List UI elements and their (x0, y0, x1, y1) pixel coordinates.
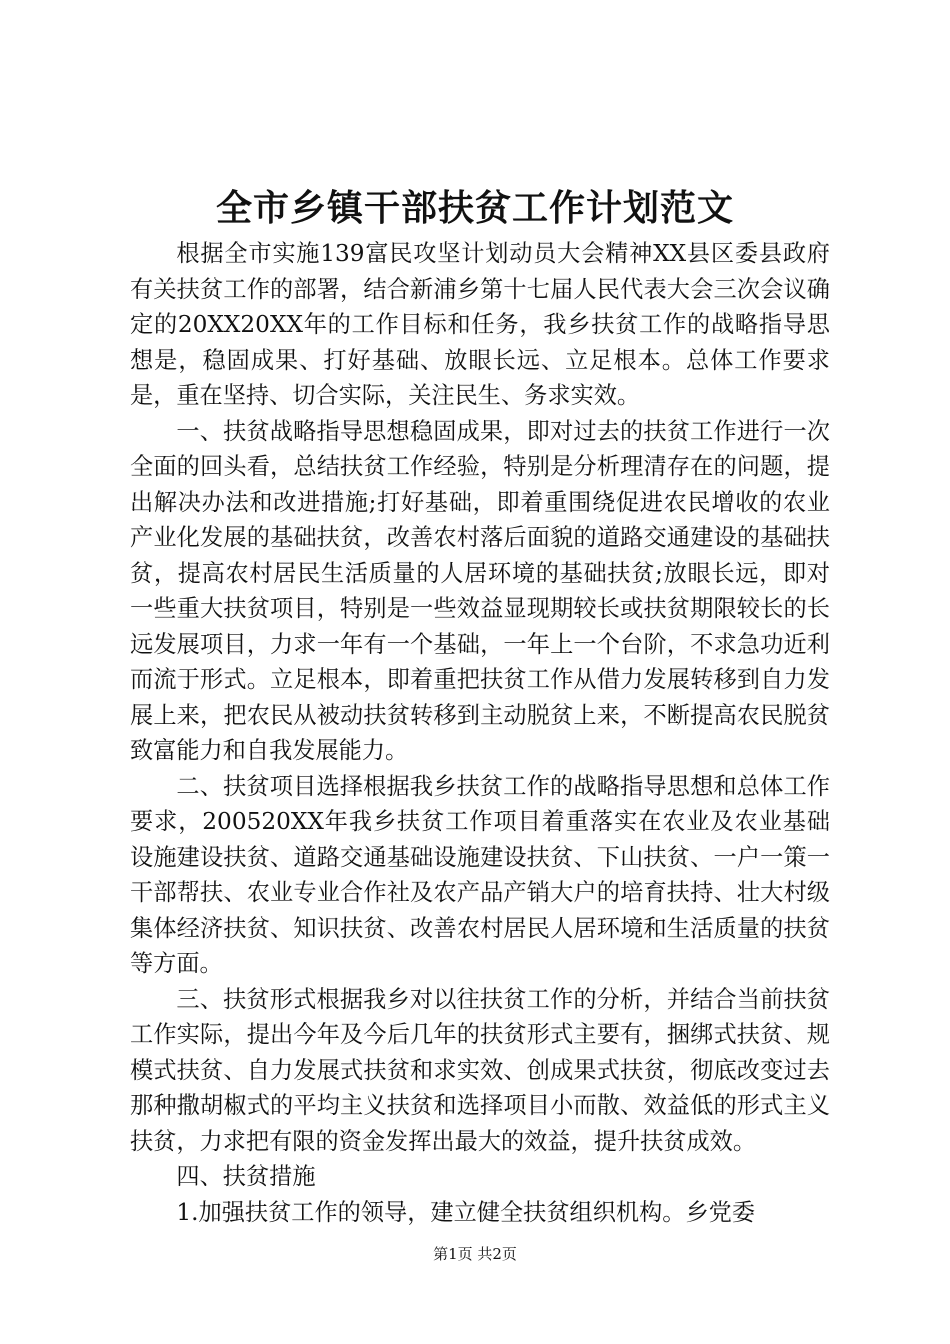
paragraph-section-2: 二、扶贫项目选择根据我乡扶贫工作的战略指导思想和总体工作要求，200520XX年我乡扶贫工作项目着重落实在农业及农业基础设施建设扶贫、道路交通基础设施建设扶贫、下山扶贫、一户一策一干部帮扶、农业专业合作社及农产品产销大户的培育扶持、壮大村级集体经济扶贫、知识扶贫、改善农村居民人居环境和生活质量的扶贫等方面。 (130, 772, 830, 977)
document-body (130, 236, 830, 1230)
paragraph-intro: 根据全市实施139富民攻坚计划动员大会精神XX县区委县政府有关扶贫工作的部署，结合新浦乡第十七届人民代表大会三次会议确定的20XX20XX年的工作目标和任务，我乡扶贫工作的战略指导思想是，稳固成果、打好基础、放眼长远、立足根本。总体工作要求是，重在坚持、切合实际，关注民生、务求实效。 (130, 240, 830, 409)
page-title: 全市乡镇干部扶贫工作计划范文 (215, 187, 734, 229)
section-heading-4: 四、扶贫措施 (176, 1163, 316, 1190)
paragraph-section-1: 一、扶贫战略指导思想稳固成果，即对过去的扶贫工作进行一次全面的回头看，总结扶贫工作经验，特别是分析理清存在的问题，提出解决办法和改进措施;打好基础，即着重围绕促进农民增收的农业产业化发展的基础扶贫，改善农村落后面貌的道路交通建设的基础扶贫，提高农村居民生活质量的人居环境的基础扶贫;放眼长远，即对一些重大扶贫项目，特别是一些效益显现期较长或扶贫期限较长的长远发展项目，力求一年有一个基础，一年上一个台阶，不求急功近利而流于形式。立足根本，即着重把扶贫工作从借力发展转移到自力发展上来，把农民从被动扶贫转移到主动脱贫上来，不断提高农民脱贫致富能力和自我发展能力。 (130, 417, 830, 764)
paragraph-item-1: 1.加强扶贫工作的领导，建立健全扶贫组织机构。乡党委 (176, 1198, 756, 1226)
paragraph-section-3: 三、扶贫形式根据我乡对以往扶贫工作的分析，并结合当前扶贫工作实际，提出今年及今后几年的扶贫形式主要有，捆绑式扶贫、规模式扶贫、自力发展式扶贫和求实效、创成果式扶贫，彻底改变过去那种撒胡椒式的平均主义扶贫和选择项目小而散、效益低的形式主义扶贫，力求把有限的资金发挥出最大的效益，提升扶贫成效。 (130, 985, 830, 1155)
page-footer: 第1页 共2页 (433, 1245, 517, 1263)
